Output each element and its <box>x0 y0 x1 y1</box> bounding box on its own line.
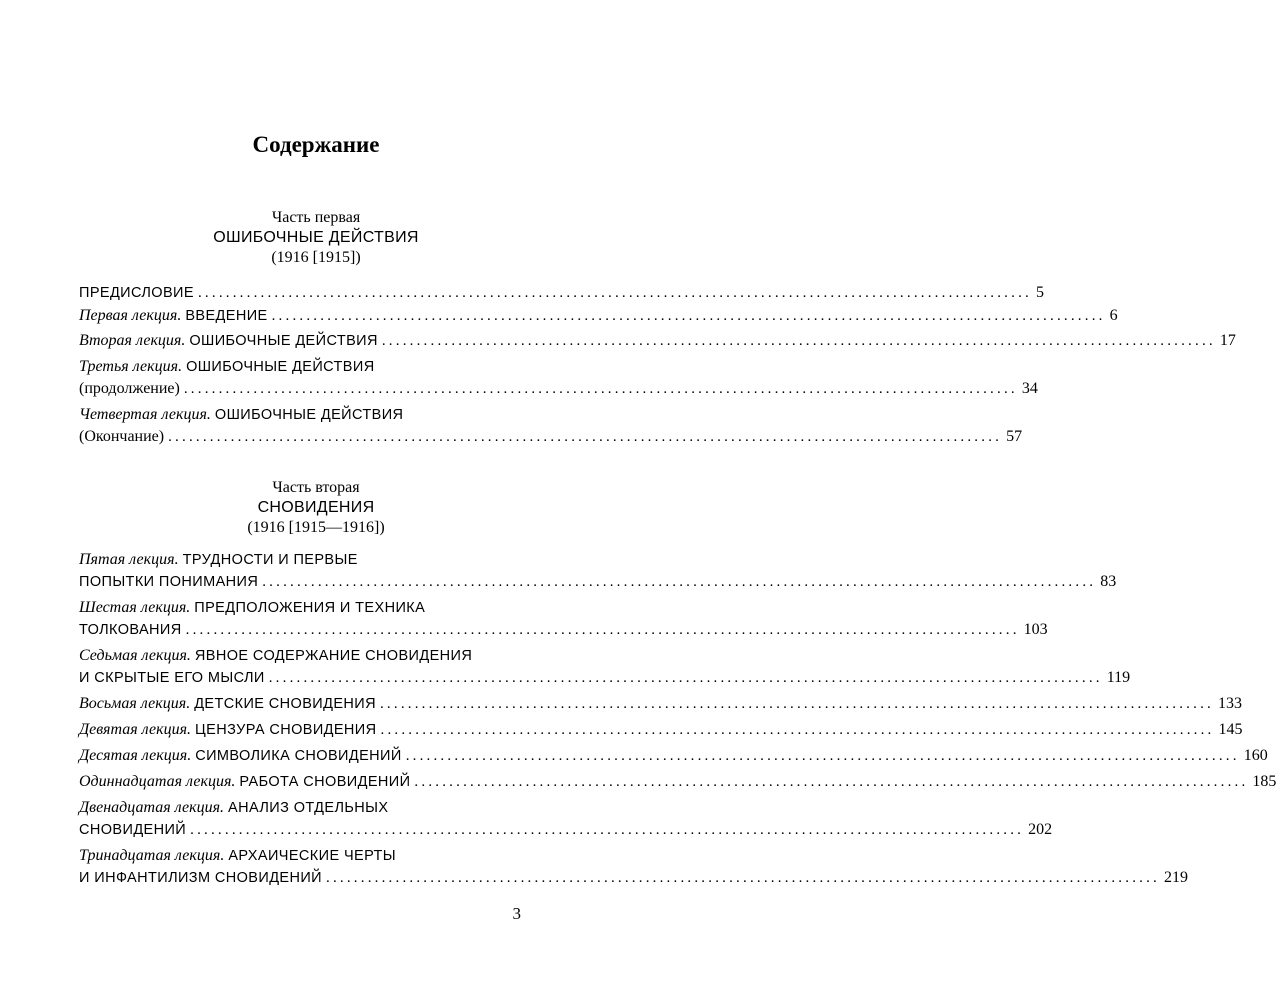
toc-line <box>79 573 1117 595</box>
toc-line <box>79 869 1188 891</box>
entry-title: ПОПЫТКИ ПОНИМАНИЯ <box>79 574 259 590</box>
entry-title: ОШИБОЧНЫЕ ДЕЙСТВИЯ <box>189 333 378 349</box>
toc-entry[interactable] <box>79 695 1242 717</box>
part-two-heading <box>0 478 632 538</box>
entry-page-number: 219 <box>1164 869 1188 886</box>
toc-entry[interactable] <box>79 406 1023 450</box>
dot-leader: ........................................................................................................................ <box>190 822 1025 838</box>
entry-title: И ИНФАНТИЛИЗМ СНОВИДЕНИЙ <box>79 870 322 886</box>
dot-leader: ........................................................................................................................ <box>183 381 1018 397</box>
part-one-heading <box>0 208 632 268</box>
toc-line <box>79 773 1276 795</box>
part-two-name: СНОВИДЕНИЯ <box>257 499 375 516</box>
page-title: Содержание <box>252 132 380 157</box>
toc-line <box>79 332 1236 354</box>
dot-leader: ........................................................................................................................ <box>271 308 1106 324</box>
entry-title: ОШИБОЧНЫЕ ДЕЙСТВИЯ <box>214 407 404 423</box>
dot-leader: ........................................................................................................................ <box>268 670 1103 686</box>
lecture-label: Тринадцатая лекция. <box>79 847 225 864</box>
dot-leader: ........................................................................................................................ <box>262 574 1097 590</box>
page-number: 3 <box>512 904 521 923</box>
entry-title: ТОЛКОВАНИЯ <box>79 622 182 638</box>
entry-title: ДЕТСКИЕ СНОВИДЕНИЯ <box>194 696 376 712</box>
lecture-label: Третья лекция. <box>79 358 183 375</box>
toc-line <box>79 695 1242 717</box>
entry-page-number: 185 <box>1252 773 1276 790</box>
entry-page-number: 5 <box>1035 284 1044 301</box>
entry-title: (Окончание) <box>79 428 165 445</box>
part-one-name: ОШИБОЧНЫЕ ДЕЙСТВИЯ <box>213 229 419 246</box>
dot-leader: ........................................................................................................................ <box>379 696 1214 712</box>
entry-title: ТРУДНОСТИ И ПЕРВЫЕ <box>182 552 358 568</box>
toc-part-one <box>79 284 1236 450</box>
toc-entry[interactable] <box>79 551 1117 595</box>
entry-page-number: 202 <box>1028 821 1053 838</box>
entry-title: (продолжение) <box>79 380 180 397</box>
part-two-years: (1916 [1915—1916]) <box>247 519 385 536</box>
entry-title: АНАЛИЗ ОТДЕЛЬНЫХ <box>228 800 389 816</box>
toc-line <box>79 747 1268 769</box>
toc-entry[interactable] <box>79 747 1268 769</box>
toc-line <box>79 307 1118 329</box>
dot-leader: ........................................................................................................................ <box>405 748 1240 764</box>
lecture-label: Шестая лекция. <box>79 599 191 616</box>
entry-title: ВВЕДЕНИЕ <box>185 308 268 324</box>
lecture-label: Одиннадцатая лекция. <box>79 773 236 790</box>
entry-page-number: 133 <box>1217 695 1242 712</box>
lecture-label: Седьмая лекция. <box>79 647 191 664</box>
entry-title: РАБОТА СНОВИДЕНИЙ <box>239 774 411 790</box>
lecture-label: Первая лекция. <box>79 307 182 324</box>
toc-entry[interactable] <box>79 284 1044 306</box>
toc-entry[interactable] <box>79 721 1243 743</box>
entry-title: ЦЕНЗУРА СНОВИДЕНИЯ <box>195 722 377 738</box>
toc-entry[interactable] <box>79 307 1118 329</box>
entry-title: ЯВНОЕ СОДЕРЖАНИЕ СНОВИДЕНИЯ <box>194 648 473 664</box>
toc-line <box>79 799 512 821</box>
lecture-label: Пятая лекция. <box>79 551 179 568</box>
lecture-label: Четвертая лекция. <box>79 406 211 423</box>
toc-line <box>79 821 1053 843</box>
toc-line <box>79 621 1048 643</box>
toc-line <box>79 669 1131 691</box>
entry-page-number: 103 <box>1023 621 1048 638</box>
toc-line <box>79 406 512 428</box>
entry-page-number: 57 <box>1006 428 1023 445</box>
toc-line <box>79 358 512 380</box>
toc-entry[interactable] <box>79 599 1048 643</box>
entry-title: АРХАИЧЕСКИЕ ЧЕРТЫ <box>228 848 396 864</box>
part-one-years: (1916 [1915]) <box>271 249 361 266</box>
lecture-label: Восьмая лекция. <box>79 695 191 712</box>
toc-line <box>79 647 512 669</box>
entry-page-number: 17 <box>1219 332 1236 349</box>
toc-line <box>79 847 512 869</box>
entry-title: СНОВИДЕНИЙ <box>79 822 187 838</box>
lecture-label: Вторая лекция. <box>79 332 186 349</box>
toc-entry[interactable] <box>79 332 1236 354</box>
toc-line <box>79 284 1044 306</box>
entry-title: ПРЕДИСЛОВИЕ <box>79 285 194 301</box>
toc-entry[interactable] <box>79 358 1038 402</box>
toc-entry[interactable] <box>79 773 1276 795</box>
toc-entry[interactable] <box>79 799 1053 843</box>
toc-part-two <box>79 551 1276 891</box>
toc-line <box>79 721 1243 743</box>
entry-title: И СКРЫТЫЕ ЕГО МЫСЛИ <box>79 670 265 686</box>
entry-page-number: 34 <box>1021 380 1038 397</box>
entry-page-number: 83 <box>1100 573 1117 590</box>
entry-page-number: 160 <box>1243 747 1268 764</box>
entry-page-number: 119 <box>1106 669 1131 686</box>
entry-title: ПРЕДПОЛОЖЕНИЯ И ТЕХНИКА <box>194 600 426 616</box>
dot-leader: ........................................................................................................................ <box>380 722 1215 738</box>
toc-entry[interactable] <box>79 847 1188 891</box>
lecture-label: Десятая лекция. <box>79 747 192 764</box>
dot-leader: ........................................................................................................................ <box>197 285 1032 301</box>
toc-line <box>79 428 1023 450</box>
part-two-label: Часть вторая <box>272 479 360 496</box>
toc-line <box>79 380 1038 402</box>
toc-entry[interactable] <box>79 647 1131 691</box>
entry-title: СИМВОЛИКА СНОВИДЕНИЙ <box>195 748 402 764</box>
dot-leader: ........................................................................................................................ <box>185 622 1020 638</box>
entry-title: ОШИБОЧНЫЕ ДЕЙСТВИЯ <box>186 359 375 375</box>
part-one-label: Часть первая <box>271 209 361 226</box>
dot-leader: ........................................................................................................................ <box>326 870 1160 886</box>
dot-leader: ........................................................................................................................ <box>168 429 1003 445</box>
lecture-label: Двенадцатая лекция. <box>79 799 225 816</box>
lecture-label: Девятая лекция. <box>79 721 192 738</box>
dot-leader: ........................................................................................................................ <box>414 774 1249 790</box>
toc-line <box>79 599 512 621</box>
dot-leader: ........................................................................................................................ <box>381 333 1216 349</box>
entry-page-number: 145 <box>1218 721 1243 738</box>
toc-line <box>79 551 512 573</box>
entry-page-number: 6 <box>1109 307 1118 324</box>
